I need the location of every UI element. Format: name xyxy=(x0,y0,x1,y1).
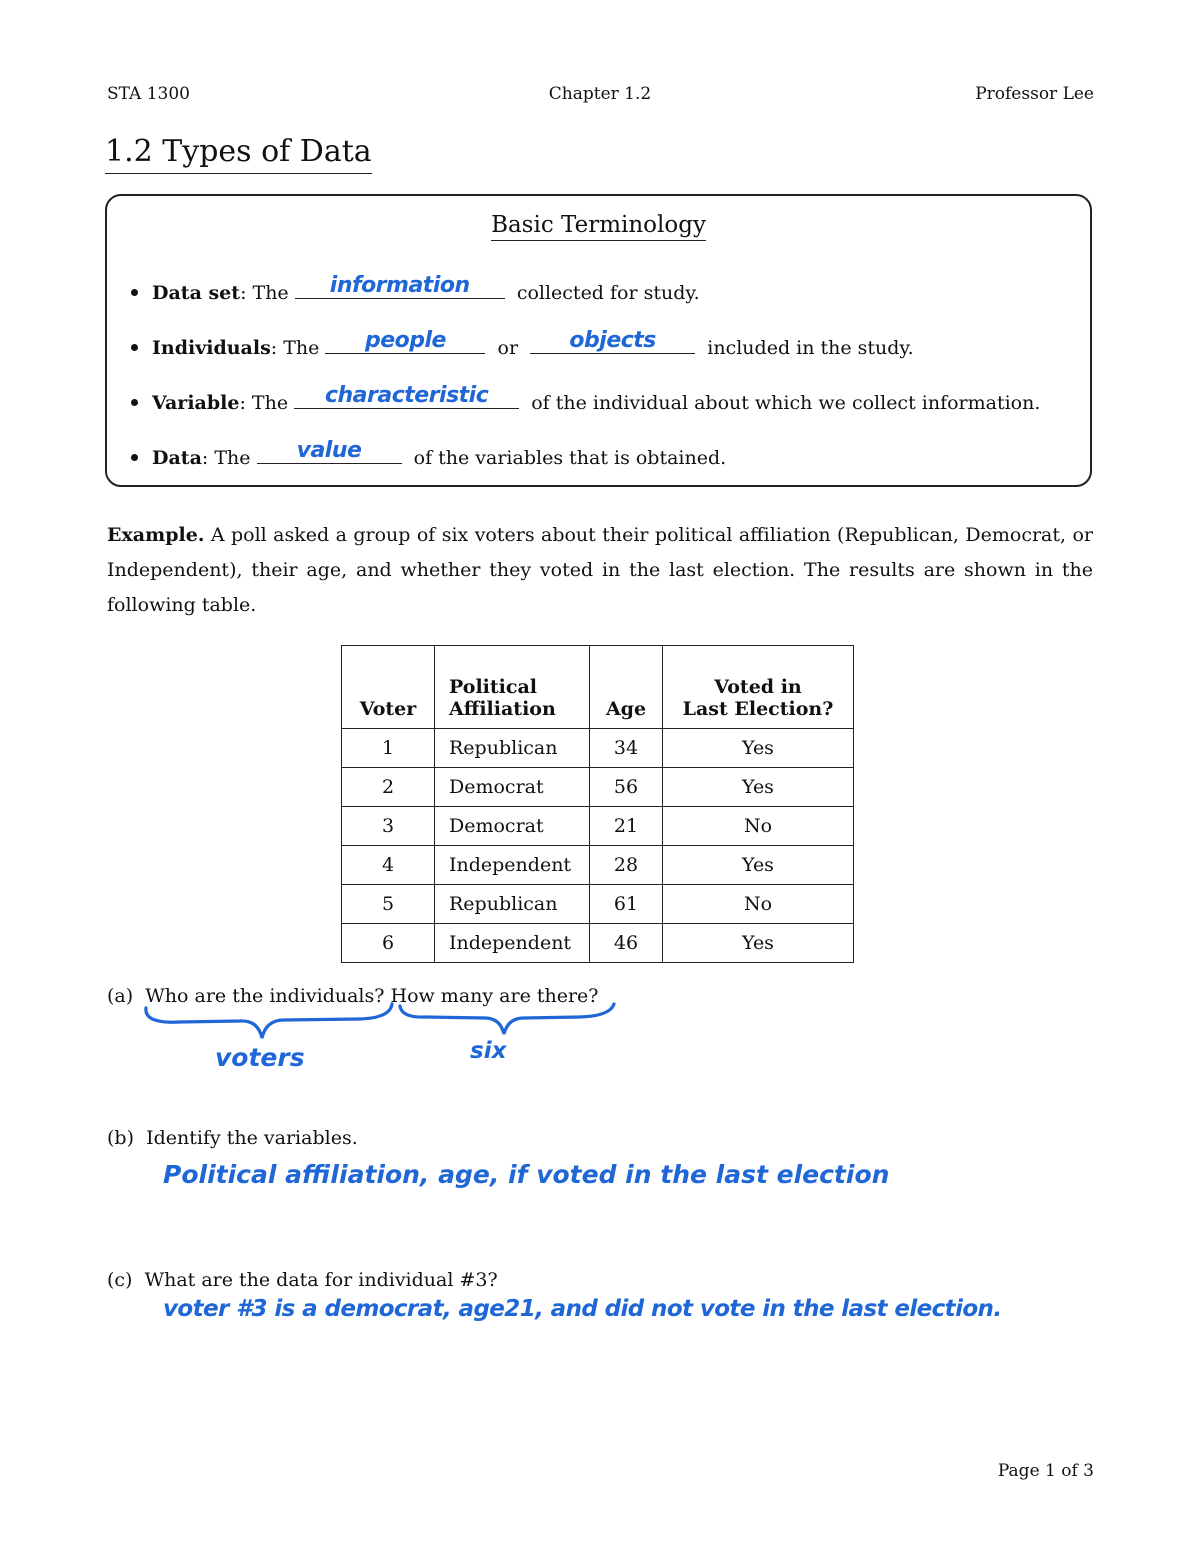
page-title: 1.2 Types of Data xyxy=(105,134,372,174)
blank-data xyxy=(257,438,402,464)
handwritten-answer: objects xyxy=(569,328,656,353)
bullet-icon xyxy=(131,399,138,406)
page-number: Page 1 of 3 xyxy=(997,1461,1094,1481)
header-course: STA 1300 xyxy=(107,84,190,104)
handwritten-answer: people xyxy=(364,328,446,353)
brace-individuals xyxy=(146,1004,392,1038)
column-header: Political Affiliation xyxy=(435,646,590,729)
bullet-icon xyxy=(131,289,138,296)
answer-a-individuals: voters xyxy=(215,1043,305,1072)
table-row: 2 Democrat 56 Yes xyxy=(342,768,854,807)
term-variable: Variable: The characteristic of the individual about which we collect information. xyxy=(131,388,1040,414)
column-header: Voted in Last Election? xyxy=(663,646,854,729)
answer-b: Political affiliation, age, if voted in the last election xyxy=(163,1160,890,1189)
question-b: (b) Identify the variables. xyxy=(107,1127,358,1149)
blank-variable xyxy=(294,383,519,409)
term-data-set: Data set: The information collected for study. xyxy=(131,278,700,304)
voter-table xyxy=(341,645,854,963)
header-professor: Professor Lee xyxy=(975,84,1094,104)
table-row: 4 Independent 28 Yes xyxy=(342,846,854,885)
question-c: (c) What are the data for individual #3? xyxy=(107,1269,498,1291)
table-row: 5 Republican 61 No xyxy=(342,885,854,924)
table-header-row xyxy=(342,646,854,729)
brace-count xyxy=(400,1004,614,1034)
term-data: Data: The value of the variables that is obtained. xyxy=(131,443,726,469)
answer-c: voter #3 is a democrat, age21, and did not vote in the last election. xyxy=(163,1296,1002,1322)
table-row: 6 Independent 46 Yes xyxy=(342,924,854,963)
blank-data-set xyxy=(295,273,505,299)
handwritten-answer: characteristic xyxy=(324,383,489,408)
header-chapter: Chapter 1.2 xyxy=(548,84,652,104)
bullet-icon xyxy=(131,454,138,461)
answer-a-count: six xyxy=(470,1038,507,1064)
bullet-icon xyxy=(131,344,138,351)
table-row: 1 Republican 34 Yes xyxy=(342,729,854,768)
column-header: Voter xyxy=(342,646,435,729)
term-individuals: Individuals: The people or objects included in the study. xyxy=(131,333,914,359)
terminology-box xyxy=(105,194,1092,487)
table-row: 3 Democrat 21 No xyxy=(342,807,854,846)
column-header: Age xyxy=(590,646,663,729)
brace-annotations xyxy=(140,1002,630,1048)
example-paragraph: Example. A poll asked a group of six voters about their political affiliation (Republican, Democrat, or Independent), their age, and whether they voted in the last election. The results are shown in the following table. xyxy=(107,524,1093,616)
question-a: (a) Who are the individuals? How many are there? xyxy=(107,985,599,1007)
handwritten-answer: information xyxy=(329,273,470,298)
handwritten-answer: value xyxy=(296,438,362,463)
blank-individuals-1 xyxy=(325,328,485,354)
terminology-heading: Basic Terminology xyxy=(107,212,1090,238)
blank-individuals-2 xyxy=(530,328,695,354)
